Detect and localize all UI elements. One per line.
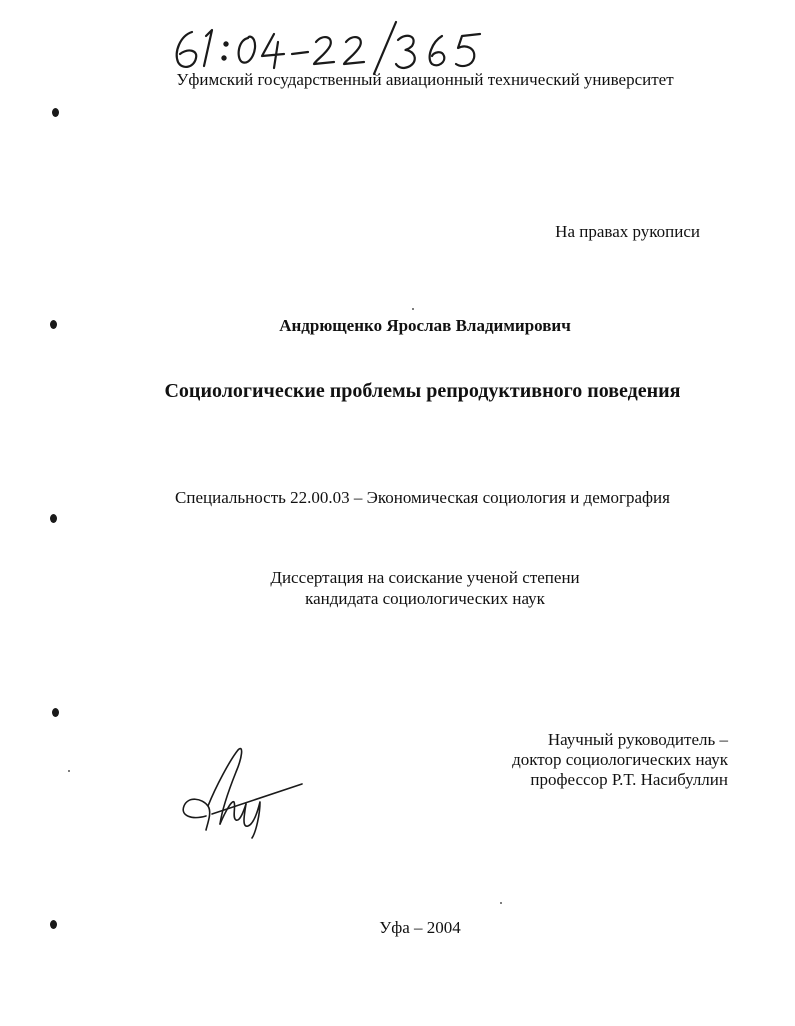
binding-hole-4 (52, 708, 59, 717)
binding-hole-3 (50, 514, 57, 523)
scientific-advisor (512, 730, 728, 790)
dissertation-degree (140, 567, 710, 609)
university-name: Уфимский государственный авиационный технический университет (176, 70, 674, 89)
handwritten-archive-code (150, 14, 510, 78)
scan-speck (412, 308, 414, 310)
scan-speck (68, 770, 70, 772)
advisor-line-2: доктор социологических наук (512, 750, 728, 769)
specialty-line: Специальность 22.00.03 – Экономическая социология и демография (175, 488, 670, 507)
dissertation-degree-line-2: кандидата социологических наук (305, 589, 545, 608)
city-and-year: Уфа – 2004 (379, 918, 461, 937)
scan-speck (500, 902, 502, 904)
dissertation-degree-line-1: Диссертация на соискание ученой степени (270, 568, 580, 587)
binding-hole-2 (50, 320, 57, 329)
binding-hole-1 (52, 108, 59, 117)
manuscript-rights-note: На правах рукописи (555, 222, 700, 241)
advisor-line-3: профессор Р.Т. Насибуллин (530, 770, 728, 789)
dissertation-title: Социологические проблемы репродуктивного поведения (164, 380, 681, 402)
advisor-line-1: Научный руководитель – (547, 730, 728, 749)
binding-hole-5 (50, 920, 57, 929)
author-name: Андрющенко Ярослав Владимирович (279, 316, 571, 335)
handwritten-signature (172, 740, 307, 840)
